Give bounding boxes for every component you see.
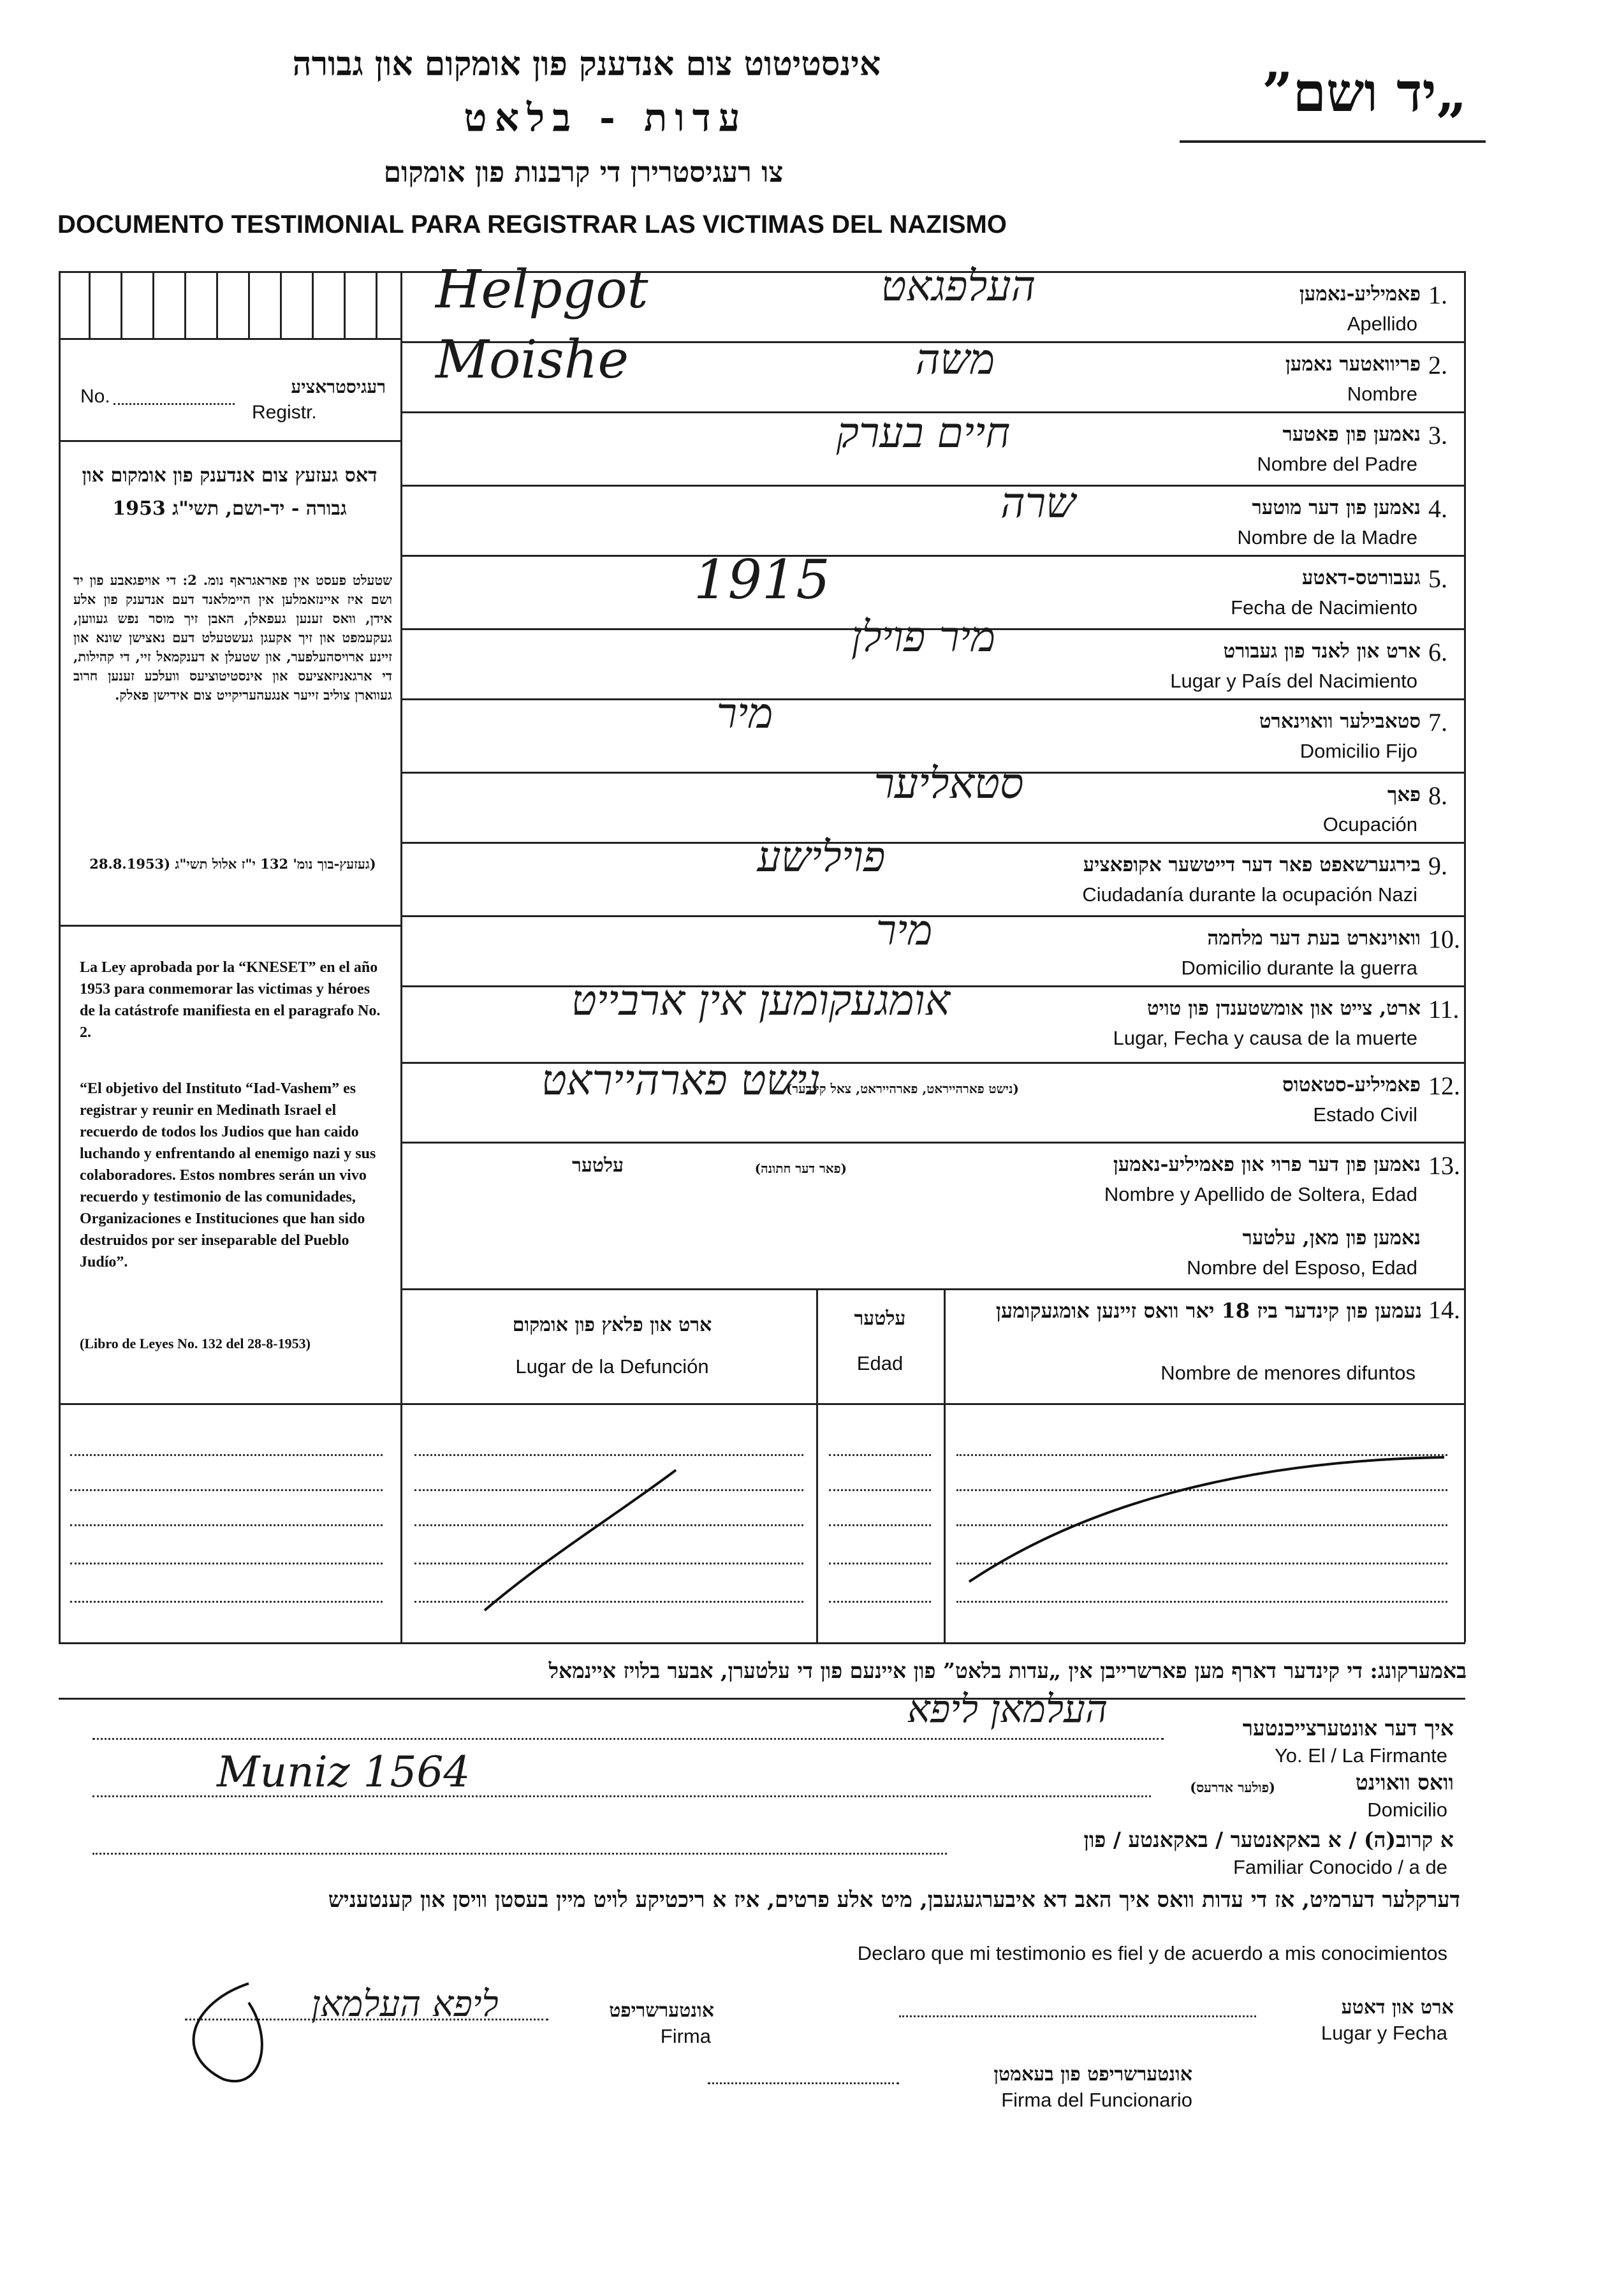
law-body-he: שטעלט פעסט אין פאראגראף נומ. 2: די אויפגאבע פון יד ושם איז איינזאמלען אין היימלאנד דעם אנדענק פון אלע אידן, וואס זענען געפאלן, האבן זיך מוסר נפש געווען, געקעמפט און זיך אקעגן געשטעלט דעם נאצישן שונא און זיינע ארויסהעלפער, און שטעלן א דענקמאל זיי, די קהילות, די ארגאניזאציעס און אינסטיטוציעס וועלכע זענען חרוב געווארן צוליב זייער אנגעהעריקייט צום אידישן פאלק. <box>73 572 392 703</box>
field-number: 11. <box>1428 995 1460 1024</box>
field-label-he: נאמען פון דער פרוי און פאמיליע-נאמען <box>1113 1153 1421 1176</box>
field-number: 4. <box>1428 494 1447 523</box>
form-title-he: עדות - בלאט <box>464 96 748 140</box>
field-label-es: Nombre <box>1347 383 1417 405</box>
official-label-he: אונטערשריפט פון בעאמטן <box>993 2063 1192 2086</box>
yad-vashem-logo: „יד ושם” <box>1262 61 1467 124</box>
children-num: 14. <box>1428 1295 1460 1324</box>
signature-label-he: אונטערשריפט <box>609 1999 714 2022</box>
field-note-he: (פאר דער חתונה) <box>754 1161 847 1176</box>
children-age-es: Edad <box>856 1352 904 1374</box>
field-value-handwritten[interactable]: מיר <box>716 689 773 738</box>
law-intro-es: La Ley aprobada por la “KNESET” en el año 1953 para conmemorar las victimas y héroes de la catástrofe manifiesta en el paragrafo No. 2. <box>80 959 381 1041</box>
field-label-he: נאמען פון פאטער <box>1282 423 1421 446</box>
cancel-stroke-right <box>969 1457 1444 1582</box>
field-label-es: Lugar, Fecha y causa de la muerte <box>1113 1027 1417 1049</box>
field-label-he: נאמען פון דער מוטער <box>1252 496 1421 519</box>
field-label-es: Lugar y País del Nacimiento <box>1170 670 1417 692</box>
field-value-latin[interactable]: Moishe <box>436 330 629 390</box>
field-label-he: סטאבילער וואוינארט <box>1259 710 1421 733</box>
signature-handwritten[interactable]: ליפא העלמאן <box>311 1983 499 2025</box>
field-label-he: בירגערשאפט פאר דער דייטשער אקופאציע <box>1083 853 1421 876</box>
field-number: 13. <box>1428 1151 1460 1180</box>
field-label-es: Domicilio Fijo <box>1299 740 1417 762</box>
law-quote-es: “El objetivo del Instituto “Iad-Vashem” es registrar y reunir en Medinath Israel el recuerdo de todos los Judios que han caido luchando y enfrentando al enemigo nazi y sus colaboradores. Estos nombres serán un vivo recuerdo y testimonio de las comunidades, Organizaciones e Instituciones que han sido destruidos por ser inseparable del Pueblo Judío”. <box>80 1080 376 1270</box>
field-number: 10. <box>1428 925 1460 953</box>
field-label-es: Estado Civil <box>1313 1103 1417 1126</box>
field-label-he: פאמיליע-נאמען <box>1299 283 1421 305</box>
declaration-es: Declaro que mi testimonio es fiel y de acuerdo a mis conocimientos <box>857 1942 1447 1964</box>
field-label-es: Apellido <box>1347 313 1417 335</box>
field-label-he: וואוינארט בעת דער מלחמה <box>1207 927 1421 950</box>
field-number: 9. <box>1428 851 1447 880</box>
familiar-label-he: א קרוב(ה) / א באקאנטער / באקאנטע / פון <box>1083 1827 1454 1852</box>
domicile-label-es: Domicilio <box>1367 1799 1447 1821</box>
field-value-latin[interactable]: 1915 <box>694 548 830 611</box>
title-es: DOCUMENTO TESTIMONIAL PARA REGISTRAR LAS VICTIMAS DEL NAZISMO <box>57 210 1007 239</box>
registration-label-he: רעגיסטראציע <box>291 376 386 397</box>
field-extra-he: עלטער <box>572 1154 624 1177</box>
field-value-handwritten[interactable]: אומגעקומען אין ארבייט <box>571 976 951 1025</box>
field-label-es: Nombre del Padre <box>1257 453 1417 475</box>
domicile-handwritten[interactable]: Muniz 1564 <box>217 1748 471 1797</box>
official-dots <box>708 2082 899 2084</box>
field-note-he: (נישט פארהייראט, פארהייראט, צאל קינדער) <box>786 1081 1019 1096</box>
children-label-es: Nombre de menores difuntos <box>1160 1362 1416 1384</box>
signature-label-es: Firma <box>660 2025 711 2047</box>
field-label-he: פאך <box>1387 783 1421 806</box>
field-label-es: Fecha de Nacimiento <box>1231 596 1417 619</box>
signer-label-es: Yo. El / La Firmante <box>1274 1744 1447 1767</box>
field-number: 5. <box>1428 564 1447 593</box>
field-number: 12. <box>1428 1071 1460 1100</box>
field-value-handwritten[interactable]: סטאליער <box>874 759 1024 808</box>
domicile-note-he: (פולער אדרעס) <box>1190 1779 1275 1795</box>
children-place-he: ארט און פלאץ פון אומקום <box>512 1314 712 1336</box>
children-note-he: באמערקונג: די קינדער דארף מען פארשרייבן אין „עדות בלאט” פון איינעם פון די עלטערן, אבער בלויז איינמאל <box>548 1658 1467 1683</box>
field-number: 7. <box>1428 708 1447 737</box>
signer-label-he: איך דער אונטערצייכנטער <box>1242 1716 1454 1740</box>
field-label-es: Domicilio durante la guerra <box>1181 957 1417 979</box>
field-label-he: ארט און לאנד פון געבורט <box>1223 640 1421 663</box>
field-label-he: פאמיליע-סטאטוס <box>1282 1073 1421 1096</box>
law-ref-es: (Libro de Leyes No. 132 del 28-8-1953) <box>80 1336 311 1351</box>
field-label-es: Nombre y Apellido de Soltera, Edad <box>1104 1183 1417 1205</box>
field-value-handwritten[interactable]: מיר פוילן <box>851 612 996 661</box>
children-label-he: נעמען פון קינדער ביז 18 יאר וואס זיינען אומגעקומען <box>995 1299 1422 1323</box>
institute-title-he: אינסטיטוט צום אנדענק פון אומקום און גבורה <box>292 45 881 84</box>
field-value-handwritten[interactable]: מיר <box>875 906 933 955</box>
field-number: 6. <box>1428 638 1447 666</box>
official-label-es: Firma del Funcionario <box>1001 2089 1192 2111</box>
note-divider <box>59 1698 1465 1700</box>
familiar-dots <box>92 1853 947 1855</box>
declaration-he: דערקלער דערמיט, אז די עדות וואס איך האב דא איבערגעגעבן, מיט אלע פרטים, איז א ריכטיקע לויט מיין בעסטן וויסן און קענטעניש <box>328 1887 1460 1913</box>
field-value-handwritten[interactable]: שרה <box>1000 478 1076 527</box>
law-title-he: דאס געזעץ צום אנדענק פון אומקום און גבורה - יד-ושם, תשי"ג 1953 <box>82 464 377 520</box>
children-place-es: Lugar de la Defunción <box>515 1355 709 1378</box>
field-value-handwritten[interactable]: נישט פארהייראט <box>541 1056 821 1105</box>
field-value-handwritten[interactable]: פוילישע <box>757 832 886 881</box>
registration-registr-label: Registr. <box>252 402 317 423</box>
field-label-es: Ocupación <box>1322 813 1417 835</box>
signer-name-handwritten[interactable]: העלמאן ליפא <box>907 1687 1108 1732</box>
signer-dots <box>92 1738 1164 1740</box>
field-number: 1. <box>1428 281 1447 309</box>
place-date-dots <box>899 2015 1256 2017</box>
field-number: 2. <box>1428 351 1447 379</box>
domicile-label-he: וואס וואוינט <box>1355 1770 1454 1795</box>
children-age-he: עלטער <box>854 1307 906 1330</box>
field-label-he: פריוואטער נאמען <box>1285 353 1421 376</box>
familiar-label-es: Familiar Conocido / a de <box>1233 1856 1447 1878</box>
law-footer-he: (געזעץ-בוך נומ' 132 י"ז אלול תשי"ג (28.8.1953 <box>89 856 376 872</box>
field-value-handwritten[interactable]: העלפגאט <box>881 261 1036 311</box>
cancel-stroke-left <box>485 1470 676 1610</box>
field-label-he: ארט, צייט און אומשטענדן פון טויט <box>1146 997 1421 1020</box>
place-date-label-es: Lugar y Fecha <box>1321 2022 1447 2044</box>
purpose-he: צו רעגיסטרירן די קרבנות פון אומקום <box>383 156 784 189</box>
registration-no-label: No. <box>80 386 110 407</box>
field-label-es: Nombre del Esposo, Edad <box>1187 1256 1417 1279</box>
field-label-es: Nombre de la Madre <box>1237 526 1417 548</box>
field-number: 8. <box>1428 781 1447 810</box>
field-value-latin[interactable]: Helpgot <box>436 260 648 320</box>
place-date-label-he: ארט און דאטע <box>1341 1996 1454 2019</box>
field-label-es: Ciudadanía durante la ocupación Nazi <box>1082 883 1417 906</box>
field-value-handwritten[interactable]: משה <box>915 335 995 384</box>
field-label-he: נאמען פון מאן, עלטער <box>1242 1226 1421 1249</box>
field-label-he: געבורטס-דאטע <box>1301 566 1421 589</box>
field-number: 3. <box>1428 421 1447 450</box>
field-value-handwritten[interactable]: חיים בערק <box>836 408 1011 457</box>
